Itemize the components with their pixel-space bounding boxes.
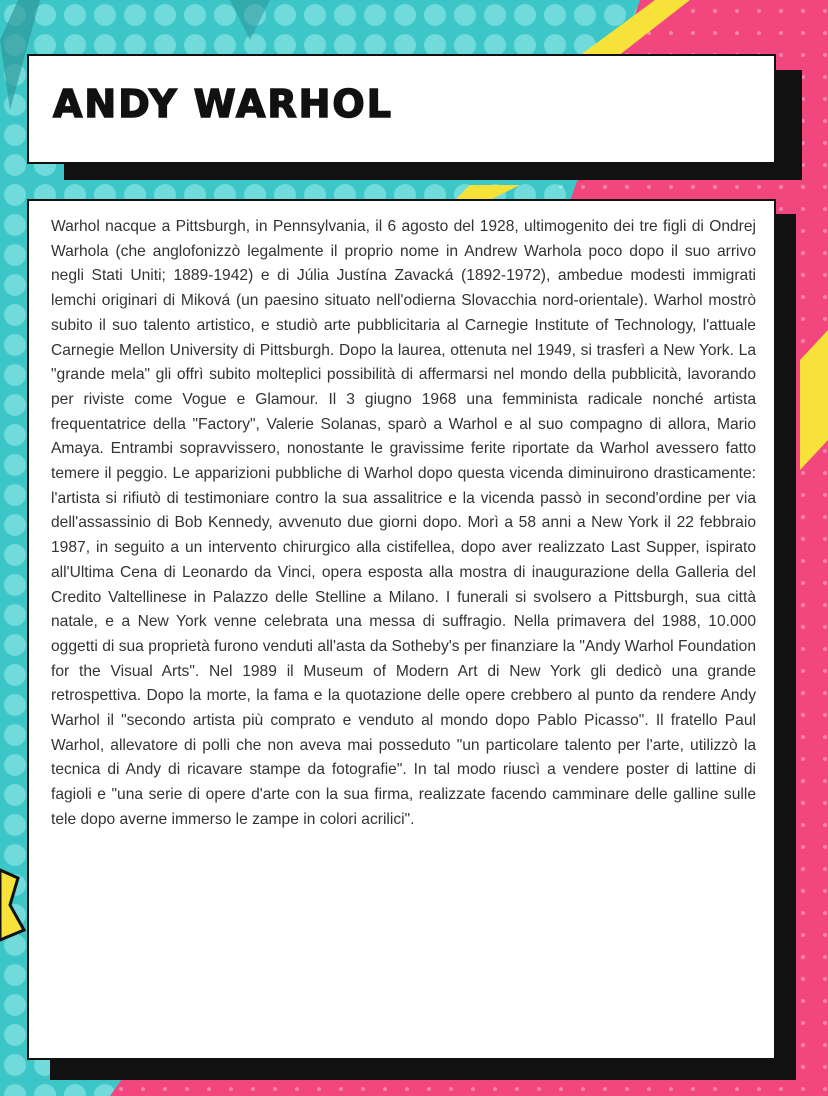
page-title: ANDY WARHOL [53, 82, 393, 126]
title-card [27, 54, 776, 164]
biography-text: Warhol nacque a Pittsburgh, in Pennsylvania, il 6 agosto del 1928, ultimogenito dei tre figli di Ondrej Warhola (che anglofonizzò legalmente il proprio nome in Andrew Warhola poco dopo il suo arrivo negli Stati Uniti; 1889-1942) e di Júlia Justína Zavacká (1892-1972), ambedue modesti immigrati lemchi originari di Miková (un paesino situato nell'odierna Slovacchia nord-orientale). Warhol mostrò subito il suo talento artistico, e studiò arte pubblicitaria al Carnegie Institute of Technology, l'attuale Carnegie Mellon University di Pittsburgh. Dopo la laurea, ottenuta nel 1949, si trasferì a New York. La "grande mela" gli offrì subito molteplici possibilità di affermarsi nel mondo della pubblicità, lavorando per riviste come Vogue e Glamour. Il 3 giugno 1968 una femminista radicale nonché artista frequentatrice della "Factory", Valerie Solanas, sparò a Warhol e al suo compagno di allora, Mario Amaya. Entrambi sopravvissero, nonostante le gravissime ferite riportate da Warhol avessero fatto temere il peggio. Le apparizioni pubbliche di Warhol dopo questa vicenda diminuirono drasticamente: l'artista si rifiutò di testimoniare contro la sua assalitrice e la vicenda passò in second'ordine per via dell'assassinio di Bob Kennedy, avvenuto due giorni dopo. Morì a 58 anni a New York il 22 febbraio 1987, in seguito a un intervento chirurgico alla cistifellea, dopo aver realizzato Last Supper, ispirato all'Ultima Cena di Leonardo da Vinci, opera esposta alla mostra di inaugurazione della Galleria del Credito Valtellinese in Palazzo delle Stelline a Milano. I funerali si svolsero a Pittsburgh, sua città natale, e a New York venne celebrata una messa di suffragio. Nella primavera del 1988, 10.000 oggetti di sua proprietà furono venduti all'asta da Sotheby's per finanziare la "Andy Warhol Foundation for the Visual Arts". Nel 1989 il Museum of Modern Art di New York gli dedicò una grande retrospettiva. Dopo la morte, la fama e la quotazione delle opere crebbero al punto da rendere Andy Warhol il "secondo artista più comprato e venduto al mondo dopo Pablo Picasso". Il fratello Paul Warhol, allevatore di polli che non aveva mai posseduto "un particolare talento per l'arte, utilizzò la tecnica di Andy di ricavare stampe da fotografie". In tal modo riuscì a vendere poster di lattine di fagioli e "una serie di opere d'arte con la sua firma, realizzate facendo camminare delle galline sulle tele dopo averne immerso le zampe in colori acrilici". [51, 218, 756, 828]
body-card [27, 199, 776, 1060]
